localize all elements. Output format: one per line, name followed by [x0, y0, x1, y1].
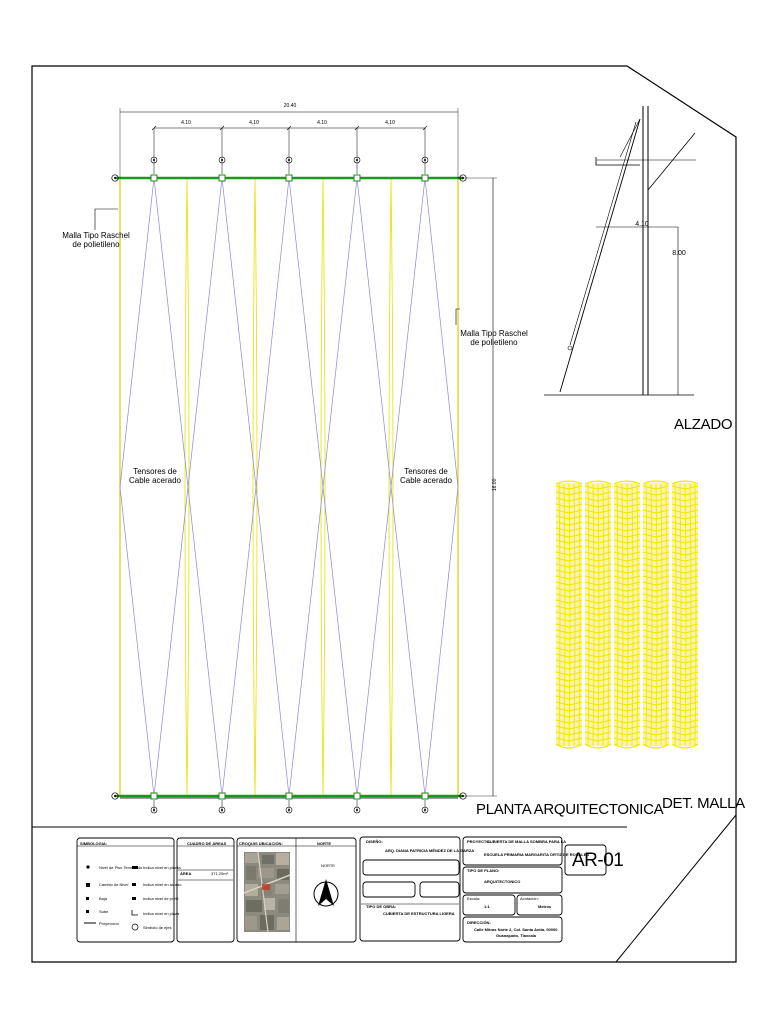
design-field-3 — [420, 882, 459, 897]
map-block — [275, 884, 289, 894]
symbology-item: Simbolo de ejes — [143, 925, 172, 930]
design-field-1 — [363, 860, 459, 875]
bay-dimension-label: 4.10 — [181, 120, 191, 126]
cables-label-right-line1: Tensores de — [404, 467, 448, 476]
scale-header: Escala: — [467, 896, 481, 901]
cables-label-left — [127, 467, 183, 485]
axis-marker-dot — [221, 159, 223, 161]
cable-tensor — [120, 178, 154, 796]
post-icon — [286, 793, 292, 799]
symbology-item: Baja — [99, 896, 108, 901]
mesh-label-right — [452, 329, 536, 347]
map-block — [276, 853, 289, 865]
map-block — [245, 853, 259, 863]
cables-label-right — [398, 467, 454, 485]
area-label: ÁREA — [180, 871, 192, 876]
axis-marker-dot — [288, 159, 290, 161]
symbology-item: Indica nivel en alzado — [143, 882, 182, 887]
up-icon — [86, 910, 89, 913]
level-change-icon — [86, 883, 90, 887]
axis-marker-dot — [424, 159, 426, 161]
work-type: CUBIERTA DE ESTRUCTURA LIGERA — [383, 911, 455, 916]
cable-tensor — [256, 178, 289, 796]
design-field-2 — [363, 882, 415, 897]
axis-marker-dot — [288, 809, 290, 811]
axis-marker-dot — [221, 809, 223, 811]
address-header: DIRECCIÓN: — [467, 920, 491, 925]
post-icon — [219, 793, 225, 799]
symbology-item: Proyeccion — [99, 921, 119, 926]
axis-marker-dot — [356, 159, 358, 161]
cable-tensor — [357, 178, 391, 796]
elevation-level-icon — [132, 883, 136, 886]
symbology-item: Sube — [99, 909, 109, 914]
project-header: PROYECTO: — [467, 839, 491, 844]
cables-label-right-line2: Cable acerado — [399, 476, 453, 486]
cable-tensor — [289, 178, 323, 796]
bay-dimension-label: 4.10 — [249, 120, 259, 126]
location-header: CROQUIS UBICACIÓN: — [239, 841, 283, 846]
cables-label-left-line2: Cable acerado — [128, 476, 182, 486]
cable-tensor — [222, 178, 256, 796]
mesh-label-right-line2: de polietileno — [470, 338, 518, 348]
plan-title: PLANTA ARQUITECTONICA — [476, 801, 664, 818]
location-map — [244, 852, 290, 932]
area-box — [177, 838, 234, 942]
map-block — [246, 900, 262, 912]
mesh-detail — [556, 481, 698, 748]
mesh-label-left — [54, 231, 138, 249]
area-header: CUADRO DE ÁREAS — [187, 841, 227, 846]
anchor-dot — [114, 795, 116, 797]
plaza-level-icon — [132, 910, 138, 915]
map-site-marker — [262, 884, 270, 890]
architectural-plan — [95, 108, 497, 813]
map-block — [264, 898, 275, 910]
north-header: NORTE — [317, 841, 331, 846]
sheet-code: AR-01 — [572, 850, 624, 871]
design-header: DISEÑO: — [366, 839, 383, 844]
map-block — [262, 855, 274, 864]
mesh-label-left-line2: de polietileno — [72, 240, 120, 250]
map-block — [246, 866, 256, 880]
post-icon — [422, 175, 428, 181]
units-header: Acotación: — [520, 896, 539, 901]
symbology-item: Nivel de Piso Terminado — [99, 865, 143, 870]
axis-marker-dot — [153, 159, 155, 161]
post-icon — [422, 793, 428, 799]
post-icon — [354, 175, 360, 181]
map-block — [245, 916, 257, 930]
plan-type-header: TIPO DE PLANO: — [467, 868, 500, 873]
anchor-dot — [114, 177, 116, 179]
elevation-width-dimension: 4.10 — [635, 221, 649, 228]
mesh-detail-title: DET. MALLA — [662, 795, 745, 812]
address-line2: Guanajuato, Tlaxcala — [496, 933, 537, 938]
mesh-label-left-line1: Malla Tipo Raschel — [62, 231, 130, 240]
cable-tensor — [154, 178, 188, 796]
symbology-item: Cambio de Nivel — [99, 882, 129, 887]
elevation-strut — [648, 133, 695, 190]
mesh-strip — [185, 178, 189, 796]
symbology-item: Indica nivel de pretil — [143, 896, 179, 901]
bay-dimension-label: 4.10 — [385, 120, 395, 126]
post-icon — [354, 793, 360, 799]
address-line1: Calle Mitras Norte 2, Col. Santa Anita, 00000 — [474, 927, 558, 932]
elevation-canopy — [596, 157, 640, 165]
scale-value: 1:1 — [484, 904, 490, 909]
elevation-height-dimension: 8.00 — [672, 250, 686, 257]
cable-tensor — [425, 178, 458, 796]
map-block — [277, 917, 289, 930]
axis-marker-dot — [424, 809, 426, 811]
axis-marker-dot — [153, 809, 155, 811]
height-dimension-label: 16.00 — [492, 478, 499, 492]
parapet-level-icon — [132, 897, 136, 900]
cables-label-left-line1: Tensores de — [133, 467, 177, 476]
axis-marker-dot — [356, 809, 358, 811]
bay-dimension-label: 4.10 — [317, 120, 327, 126]
titleblock-chamfer — [616, 815, 736, 962]
north-label: NORTE — [321, 863, 335, 868]
post-icon — [219, 175, 225, 181]
elevation-strut — [620, 119, 640, 157]
symbology-item: Indica nivel en plaza — [143, 911, 180, 916]
axis-symbol-icon — [132, 924, 138, 930]
work-type-header: TIPO DE OBRA: — [366, 904, 397, 909]
plan-type: ARQUITECTONICO — [484, 879, 521, 884]
cable-tensor — [188, 178, 222, 796]
mesh-strip — [253, 178, 257, 796]
down-icon — [86, 897, 89, 900]
level-icon — [86, 865, 89, 868]
mesh-leader-left — [95, 209, 118, 230]
post-icon — [151, 793, 157, 799]
anchor-icon — [568, 346, 572, 350]
elevation-brace — [570, 122, 636, 345]
elevation-title: ALZADO — [674, 416, 733, 433]
cable-tensor — [391, 178, 425, 796]
mesh-label-right-line1: Malla Tipo Raschel — [460, 329, 528, 338]
symbology-header: SIMBOLOGIA: — [80, 841, 108, 846]
post-icon — [286, 175, 292, 181]
area-value: 371.20m² — [211, 871, 228, 876]
project-line1: CUBIERTA DE MALLA SOMBRA PARA LA — [487, 839, 567, 844]
total-dimension-label: 20.40 — [283, 103, 297, 109]
project-line2: ESCUELA PRIMARIA MARGARITA ORTIZ DE ROSALES — [484, 852, 590, 857]
units-value: Metros — [538, 904, 552, 909]
cable-tensor — [323, 178, 357, 796]
symbology-item: Indica nivel en planta — [143, 865, 181, 870]
designer-name: ARQ. DIANA PATRICIA MÉNDEZ DE LA GARZA — [385, 848, 475, 853]
map-block — [278, 899, 289, 913]
post-icon — [151, 175, 157, 181]
